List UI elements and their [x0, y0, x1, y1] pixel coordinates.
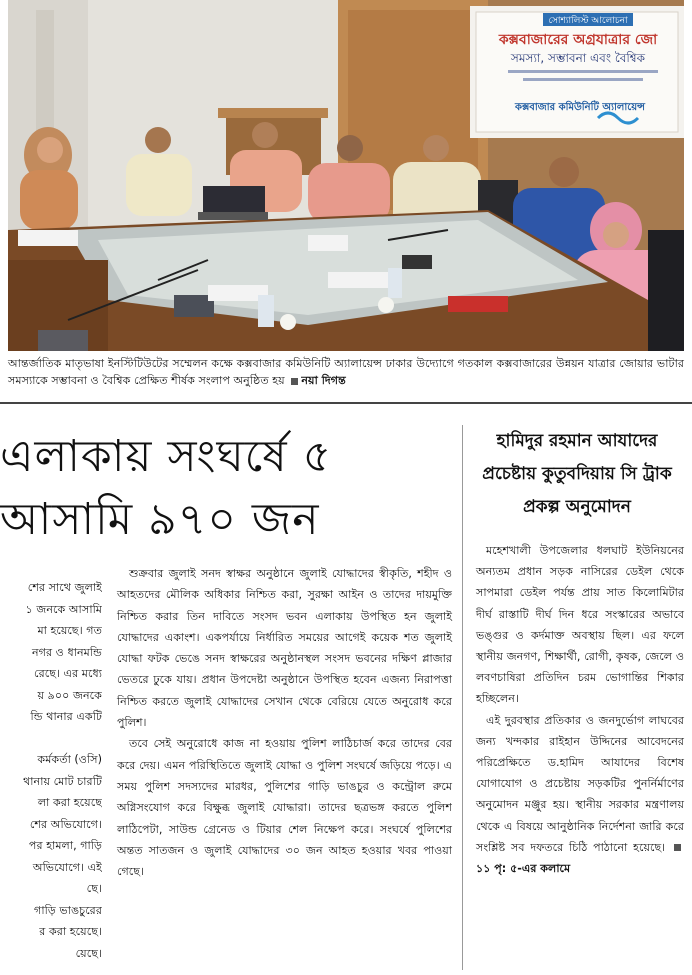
square-bullet-icon	[674, 844, 681, 851]
clipped-line: য় ৯০০ জনকে	[37, 688, 102, 702]
meeting-photo-illustration	[8, 0, 684, 351]
clipped-line: ১ জনকে আসামি	[25, 602, 102, 616]
right-paragraph-2-text: এই দুরবস্থার প্রতিকার ও জনদুর্ভোগ লাঘবের জন্য খন্দকার রাইহান উদ্দিনের আবেদনের পরিপ্রেক্ষিতে ড.হামিদ আযাদের বিশেষ যোগাযোগ ও প্রচেষ্টায় সড়কটির পুনর্নির্মাণের অনুমোদন মঞ্জুর হয়। স্থানীয় সরকার মন্ত্রণালয় থেকে এ বিষয়ে আনুষ্ঠানিক নির্দেশনা জারি করে সংশ্লিষ্ট সব দফতরে চিঠি পাঠানো হয়েছে।	[476, 713, 684, 854]
clipped-line: থানায় মোট চারটি	[23, 774, 102, 788]
caption-text: আন্তর্জাতিক মাতৃভাষা ইনস্টিটিউটের সম্মেলন কক্ষে কক্সবাজার কমিউনিটি অ্যালায়েন্স ঢাকার উদ্যোগে গতকাল কক্সবাজারের উন্নয়ন যাত্রার জোয়ার ভাটার সমস্যাকে সম্ভাবনা ও বৈশ্বিক প্রেক্ষিত শীর্ষক সংলাপ অনুষ্ঠিত হয়	[8, 357, 684, 387]
right-story-headline: হামিদুর রহমান আযাদের প্রচেষ্টায় কুতুবদিয়ায় সি ট্রাক প্রকল্প অনুমোদন	[482, 431, 672, 517]
clipped-line: শের সাথে জুলাই	[27, 581, 102, 594]
clipped-line: কর্মকর্তা (ওসি)	[37, 753, 102, 766]
left-clipped-lines	[0, 577, 102, 964]
headline-line-1: এলাকায় সংঘর্ষে ৫	[0, 431, 333, 482]
headline-line-2: আসামি ৯৭০ জন	[0, 494, 320, 545]
banner-subtitle: সমস্যা, সম্ভাবনা এবং বৈশ্বিক	[510, 51, 646, 65]
clipped-line: য়েছে।	[75, 946, 102, 960]
right-paragraph-2	[476, 710, 684, 880]
banner-tag: সোশ্যালিস্ট আলোচনা	[548, 16, 628, 26]
clipped-line: র করা হয়েছে।	[39, 925, 102, 938]
clipped-line: রেছে। এর মধ্যে	[34, 667, 102, 680]
clipped-line: মা হয়েছে। গত	[37, 624, 102, 637]
banner-org: কক্সবাজার কমিউনিটি অ্যালায়েন্স	[514, 102, 646, 113]
clipped-line: ন্ডি থানার একটি	[30, 710, 102, 723]
right-story-body	[476, 540, 684, 879]
clipped-line: অভিযোগে। এই	[32, 860, 102, 874]
clipped-line: লা করা হয়েছে	[37, 796, 102, 809]
middle-column	[117, 563, 452, 882]
clipped-line: শের অভিযোগে।	[29, 817, 102, 831]
section-divider	[0, 402, 692, 404]
clipped-line: পর হামলা, গাড়ি	[28, 839, 102, 852]
square-bullet-icon	[291, 378, 298, 385]
column-divider	[462, 425, 463, 970]
photo-caption	[8, 355, 684, 389]
right-paragraph-1: মহেশখালী উপজেলার ধলঘাট ইউনিয়নের অন্যতম প্রধান সড়ক নাসিরের ডেইল থেকে সাপমারা ডেইল পর্যন্ত প্রায় সাত কিলোমিটার দীর্ঘ রাস্তাটি দীর্ঘ দিন ধরে সংস্কারের অভাবে ভঙ্গুর ও কর্দমাক্ত অবস্থায় ছিল। এর ফলে স্থানীয় জনগণ, শিক্ষার্থী, রোগী, কৃষক, জেলে ও লবণচাষিরা প্রতিদিন চরম ভোগান্তির শিকার হচ্ছিলেন।	[476, 544, 684, 706]
jump-line: ১১ পৃ: ৫-এর কলামে	[476, 862, 571, 876]
news-photo	[8, 0, 684, 351]
clipped-line: নগর ও ধানমন্ডি	[31, 645, 102, 659]
middle-paragraph-2: তবে সেই অনুরোধে কাজ না হওয়ায় পুলিশ লাঠিচার্জ করে তাদের বের করে দেয়। এমন পরিস্থিতিতে জুলাই যোদ্ধা ও পুলিশ সংঘর্ষে জড়িয়ে পড়ে। এ সময় পুলিশ সদস্যদের মারধর, পুলিশের গাড়ি ভাঙচুর ও কন্ট্রোল রুমে অগ্নিসংযোগ করে বিক্ষুব্ধ জুলাই যোদ্ধারা। তাদের ছত্রভঙ্গ করতে পুলিশ লাঠিপেটা, সাউন্ড গ্রেনেড ও টিয়ার শেল নিক্ষেপ করে। সংঘর্ষে পুলিশের অন্তত সাতজন ও জুলাই যোদ্ধাদের ৩০ জন আহত হওয়ার খবর পাওয়া গেছে।	[117, 737, 452, 879]
caption-source: নয়া দিগন্ত	[301, 374, 346, 387]
middle-paragraph-1: শুক্রবার জুলাই সনদ স্বাক্ষর অনুষ্ঠানে জুলাই যোদ্ধাদের স্বীকৃতি, শহীদ ও আহতদের মৌলিক অধিকার নিশ্চিত করা, সুরক্ষা আইন ও তাদের দায়মুক্তি নিশ্চিত করার তিন দাবিতে সংসদ ভবন এলাকায় উপস্থিত হন জুলাই যোদ্ধাদের একাংশ। একপর্যায়ে নির্ধারিত সময়ের আগেই কয়েক শত জুলাই যোদ্ধা ফটক ভেঙে সনদ স্বাক্ষরের অনুষ্ঠানস্থল সংসদ ভবনের দক্ষিণ প্লাজার ভেতরে ঢুকে যায়। প্রধান উপদেষ্টা অনুষ্ঠানে উপস্থিত হবেন এজন্য নিরাপত্তা নিশ্চিত করতে জুলাই যোদ্ধাদের সেখান থেকে বেরিয়ে যেতে অনুরোধ করে পুলিশ।	[117, 567, 452, 730]
banner-title: কক্সবাজারের অগ্রযাত্রার জো	[498, 32, 658, 48]
clipped-line: ছে।	[86, 882, 102, 895]
clipped-line: গাড়ি ভাঙচুরের	[34, 903, 102, 917]
left-clipped-column	[0, 577, 102, 964]
clipped-line	[0, 728, 102, 750]
